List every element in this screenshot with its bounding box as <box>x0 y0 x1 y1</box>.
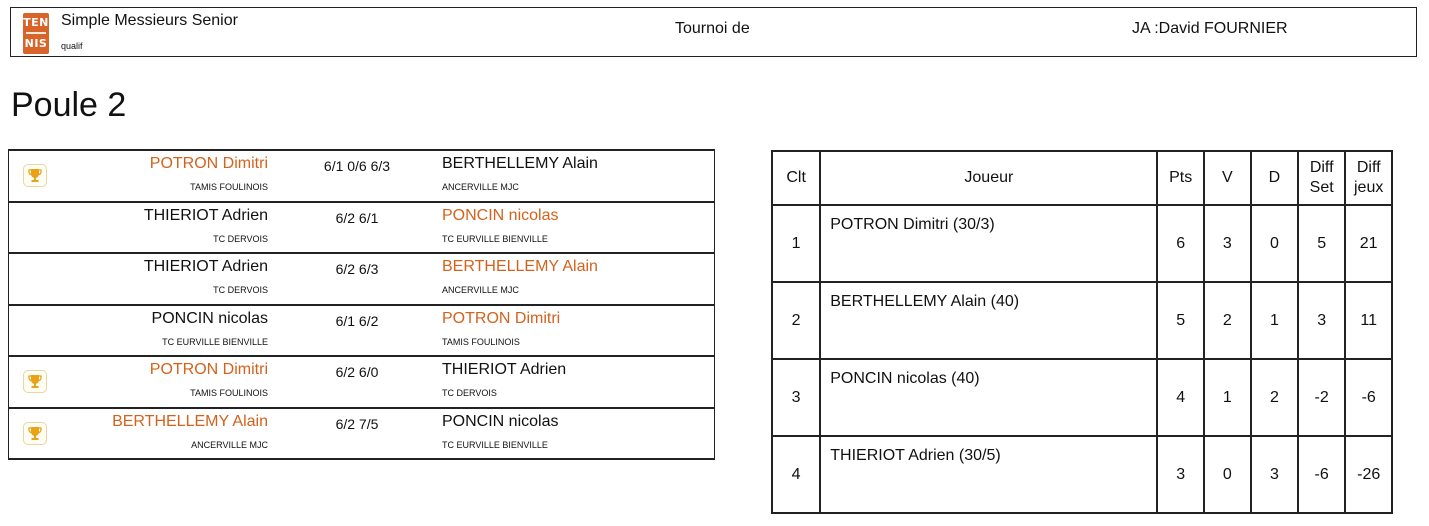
header-diff-jeux-line2: jeux <box>1354 179 1384 196</box>
match-score: 6/2 6/0 <box>335 364 379 380</box>
cell-pts: 6 <box>1157 205 1203 282</box>
cell-joueur: POTRON Dimitri (30/3) <box>820 205 1157 282</box>
trophy-icon <box>23 164 47 187</box>
ranking-table <box>771 150 1393 514</box>
header-diff-set-line2: Set <box>1309 179 1334 196</box>
header-joueur: Joueur <box>820 151 1157 205</box>
logo-text-top: TEN <box>23 16 49 29</box>
ranking-row <box>772 436 1392 513</box>
player1-club: TAMIS FOULINOIS <box>190 388 268 398</box>
cell-d: 2 <box>1251 359 1298 436</box>
cell-v: 0 <box>1204 436 1251 513</box>
cell-clt: 2 <box>772 282 820 359</box>
match-row <box>9 254 714 306</box>
cell-diff-set: 3 <box>1298 282 1345 359</box>
player1-club: TC DERVOIS <box>213 285 268 295</box>
match-row <box>9 306 714 358</box>
cell-d: 3 <box>1251 436 1298 513</box>
match-row <box>9 151 714 203</box>
ranking-row <box>772 359 1392 436</box>
cell-clt: 4 <box>772 436 820 513</box>
header-diff-jeux <box>1345 151 1392 205</box>
player1-club: TAMIS FOULINOIS <box>190 182 268 192</box>
cell-pts: 4 <box>1157 359 1203 436</box>
player2-club: TC EURVILLE BIENVILLE <box>442 439 548 450</box>
tournament-label: Tournoi de <box>675 20 750 37</box>
player2-name: POTRON Dimitri <box>442 309 561 327</box>
cell-diff-jeux: -6 <box>1345 359 1392 436</box>
pool-title: Poule 2 <box>11 86 127 124</box>
player2-name: PONCIN nicolas <box>442 412 559 430</box>
player1-club: ANCERVILLE MJC <box>191 439 268 450</box>
player2-name: PONCIN nicolas <box>442 206 559 224</box>
page-header <box>10 7 1417 57</box>
player2-name: BERTHELLEMY Alain <box>442 258 598 275</box>
cell-joueur: PONCIN nicolas (40) <box>820 359 1157 436</box>
cell-pts: 3 <box>1157 436 1203 513</box>
header-clt: Clt <box>772 151 820 205</box>
cell-pts: 5 <box>1157 282 1203 359</box>
matches-list <box>8 149 715 460</box>
match-row <box>9 409 714 461</box>
cell-v: 2 <box>1204 282 1251 359</box>
cell-d: 0 <box>1251 205 1298 282</box>
match-score: 6/1 6/2 <box>335 312 379 329</box>
player1-club: TC DERVOIS <box>213 233 268 244</box>
event-subtitle: qualif <box>61 41 83 51</box>
cell-v: 3 <box>1204 205 1251 282</box>
cell-diff-jeux: 11 <box>1345 282 1392 359</box>
player2-club: ANCERVILLE MJC <box>442 285 519 295</box>
player2-club: TC DERVOIS <box>442 388 497 398</box>
header-diff-set-line1: Diff <box>1309 159 1334 176</box>
trophy-icon <box>23 422 47 445</box>
cell-diff-jeux: -26 <box>1345 436 1392 513</box>
player1-name: THIERIOT Adrien <box>143 206 268 224</box>
cell-diff-jeux: 21 <box>1345 205 1392 282</box>
player2-club: TAMIS FOULINOIS <box>442 336 520 347</box>
logo-text-bottom: NIS <box>24 37 48 50</box>
match-score: 6/2 7/5 <box>335 415 379 432</box>
event-title: Simple Messieurs Senior <box>61 12 238 29</box>
cell-diff-set: -6 <box>1298 436 1345 513</box>
trophy-icon <box>23 370 47 393</box>
player2-club: TC EURVILLE BIENVILLE <box>442 233 548 244</box>
match-row <box>9 357 714 409</box>
ranking-header-row <box>772 151 1392 205</box>
header-d: D <box>1251 151 1298 205</box>
player1-name: BERTHELLEMY Alain <box>112 412 268 430</box>
cell-diff-set: 5 <box>1298 205 1345 282</box>
match-score: 6/1 0/6 6/3 <box>323 158 391 174</box>
cell-joueur: BERTHELLEMY Alain (40) <box>820 282 1157 359</box>
header-v: V <box>1204 151 1251 205</box>
player2-name: THIERIOT Adrien <box>442 361 567 378</box>
player1-name: POTRON Dimitri <box>149 361 268 378</box>
header-diff-set <box>1298 151 1345 205</box>
referee-label: JA :David FOURNIER <box>1132 20 1288 37</box>
player2-name: BERTHELLEMY Alain <box>442 155 598 172</box>
cell-clt: 3 <box>772 359 820 436</box>
match-score: 6/2 6/3 <box>335 261 379 277</box>
match-score: 6/2 6/1 <box>335 209 379 226</box>
logo-divider <box>26 32 46 34</box>
cell-clt: 1 <box>772 205 820 282</box>
match-row <box>9 203 714 255</box>
ranking-row <box>772 282 1392 359</box>
tennis-logo <box>23 13 49 54</box>
header-pts: Pts <box>1157 151 1203 205</box>
cell-v: 1 <box>1204 359 1251 436</box>
player1-name: PONCIN nicolas <box>151 309 268 327</box>
player1-name: THIERIOT Adrien <box>143 258 268 275</box>
player2-club: ANCERVILLE MJC <box>442 182 519 192</box>
header-diff-jeux-line1: Diff <box>1356 159 1381 176</box>
cell-d: 1 <box>1251 282 1298 359</box>
cell-joueur: THIERIOT Adrien (30/5) <box>820 436 1157 513</box>
ranking-row <box>772 205 1392 282</box>
player1-club: TC EURVILLE BIENVILLE <box>162 336 268 347</box>
player1-name: POTRON Dimitri <box>149 155 268 172</box>
cell-diff-set: -2 <box>1298 359 1345 436</box>
